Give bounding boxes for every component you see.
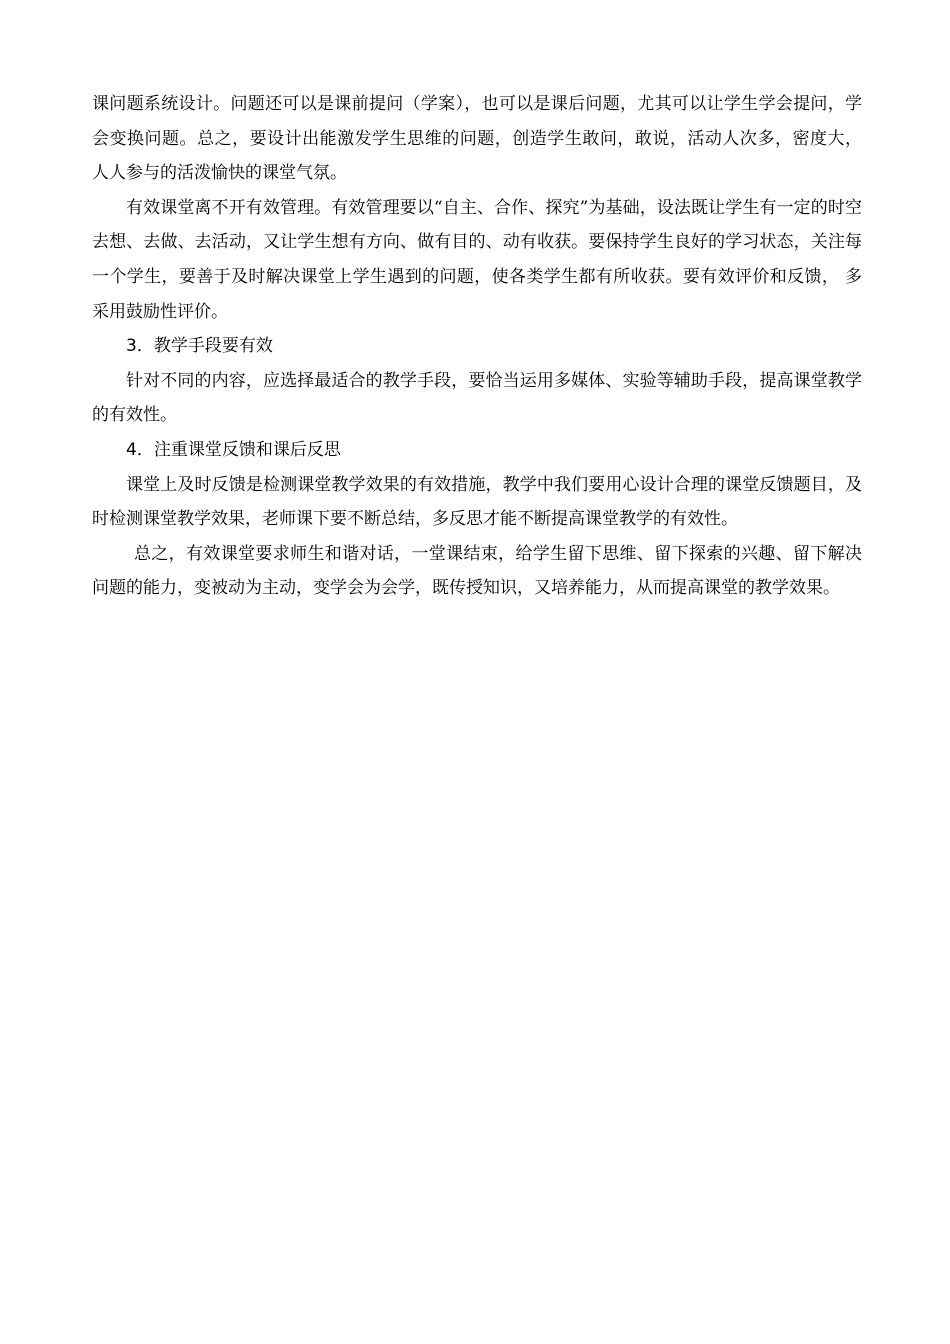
heading-text: 注重课堂反馈和课后反思 xyxy=(153,439,341,460)
paragraph-feedback: 课堂上及时反馈是检测课堂教学效果的有效措施，教学中我们要用心设计合理的课堂反馈题目，及时检测课堂教学效果，老师课下要不断总结，多反思才能不断提高课堂教学的有效性。 xyxy=(92,474,862,530)
heading-teaching-methods xyxy=(92,329,862,364)
heading-feedback-reflection xyxy=(92,433,862,468)
paragraph-effective-management: 有效课堂离不开有效管理。有效管理要以“自主、合作、探究”为基础，设法既让学生有一定的时空去想、去做、去活动，又让学生想有方向、做有目的、动有收获。要保持学生良好的学习状态，关注每一个学生，要善于及时解决课堂上学生遇到的问题，使各类学生都有所收获。要有效评价和反馈， 多采用鼓励性评价。 xyxy=(92,197,862,322)
paragraph-question-design: 课问题系统设计。问题还可以是课前提问（学案），也可以是课后问题，尤其可以让学生学会提问，学会变换问题。总之，要设计出能激发学生思维的问题，创造学生敢问，敢说，活动人次多，密度大， 人人参与的活泼愉快的课堂气氛。 xyxy=(92,94,862,184)
heading-number: 3． xyxy=(126,336,154,357)
heading-text: 教学手段要有效 xyxy=(153,336,273,357)
document-page xyxy=(92,87,862,606)
paragraph-conclusion: 总之，有效课堂要求师生和谐对话，一堂课结束，给学生留下思维、留下探索的兴趣、留下解决问题的能力，变被动为主动，变学会为会学，既传授知识，又培养能力，从而提高课堂的教学效果。 xyxy=(92,543,862,599)
heading-number: 4． xyxy=(126,439,154,460)
paragraph-teaching-methods: 针对不同的内容，应选择最适合的教学手段，要恰当运用多媒体、实验等辅助手段，提高课堂教学的有效性。 xyxy=(92,370,862,426)
